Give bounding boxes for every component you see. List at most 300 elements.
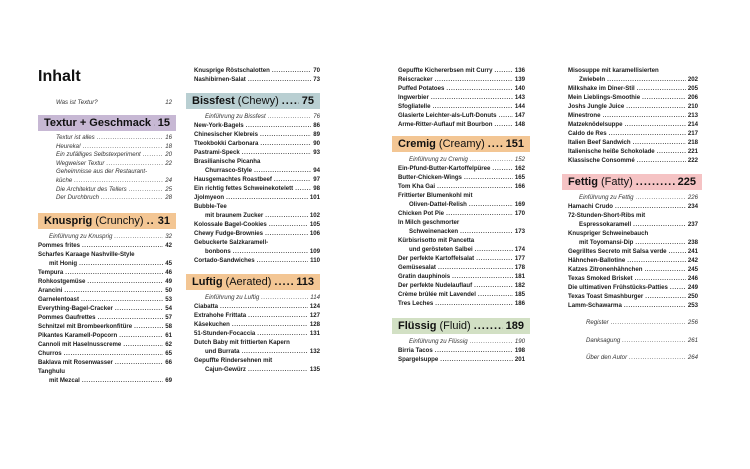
leader-dots xyxy=(115,358,163,367)
toc-entry[interactable] xyxy=(194,184,320,193)
page-number: 93 xyxy=(313,149,320,156)
toc-entry[interactable] xyxy=(38,241,172,250)
page-number: 46 xyxy=(165,268,172,276)
toc-entry[interactable] xyxy=(398,263,525,272)
entry-title: Oliven-Dattel-Relish xyxy=(409,201,467,208)
toc-entry[interactable] xyxy=(38,313,172,322)
toc-entry[interactable] xyxy=(398,281,525,290)
leader-dots xyxy=(476,254,513,263)
page-number: 205 xyxy=(687,85,698,92)
page-number: 53 xyxy=(165,295,172,303)
toc-entry[interactable] xyxy=(398,290,525,299)
entry-title: Pastrami-Speck xyxy=(194,149,240,156)
leader-dots xyxy=(65,268,163,277)
leader-dots xyxy=(446,84,512,93)
leader-dots xyxy=(624,301,686,310)
toc-entry-intro[interactable]: Einführung zu Bissfest ..... 76 xyxy=(194,112,320,121)
entry-title: und gerösteten Salbei xyxy=(409,246,473,253)
leader-dots xyxy=(83,143,163,152)
toc-entry[interactable] xyxy=(194,175,320,184)
entry-title: Schweinenacken xyxy=(409,228,459,235)
page-number: 198 xyxy=(514,347,525,354)
toc-entry[interactable] xyxy=(568,292,698,301)
page-number: 131 xyxy=(309,330,320,337)
page-number: 170 xyxy=(514,210,525,217)
toc-entry[interactable] xyxy=(398,84,525,93)
page-number: 218 xyxy=(687,139,698,146)
toc-entry[interactable] xyxy=(568,147,698,156)
page-number: 101 xyxy=(309,194,320,201)
toc-entry[interactable] xyxy=(398,218,525,227)
entry-title: Churrasco-Style xyxy=(205,167,253,174)
leader-dots xyxy=(119,331,163,340)
page-number: 97 xyxy=(313,176,320,183)
page-number: 206 xyxy=(687,94,698,101)
section-entries-bissfest xyxy=(194,121,320,265)
toc-entry[interactable] xyxy=(398,111,525,120)
section-entries-continued xyxy=(398,66,525,129)
entry-title: Cajun-Gewürz xyxy=(205,366,246,373)
toc-entry[interactable] xyxy=(568,66,698,75)
page-number: 139 xyxy=(514,76,525,83)
entry-title: mit braunem Zucker xyxy=(205,212,264,219)
leader-dots xyxy=(446,209,513,218)
page-number: 256 xyxy=(687,319,698,326)
entry-title: Scharfes Karaage Nashville-Style xyxy=(38,250,135,258)
leader-dots xyxy=(669,247,686,256)
entry-title: Pommes Gaufrettes xyxy=(38,313,96,321)
section-entries-knusprig xyxy=(38,241,172,385)
entry-title: Klassische Consommé xyxy=(568,157,635,164)
toc-entry[interactable] xyxy=(568,229,698,238)
toc-entry[interactable] xyxy=(194,256,320,265)
leader-dots xyxy=(433,102,513,111)
leader-dots xyxy=(246,121,312,130)
toc-entry[interactable] xyxy=(398,173,525,182)
entry-title: Frittierter Blumenkohl mit xyxy=(398,192,473,199)
section-header-bissfest[interactable]: Bissfest (Chewy) ..... 75 xyxy=(186,93,320,109)
page-number: 124 xyxy=(309,303,320,310)
page-number: 249 xyxy=(687,284,698,291)
leader-dots xyxy=(226,193,308,202)
entry-title: Glasierte Leichter-als-Luft-Donuts xyxy=(398,112,497,119)
toc-entry[interactable] xyxy=(194,238,320,247)
toc-entry[interactable] xyxy=(568,75,698,84)
leader-dots xyxy=(670,283,686,292)
toc-entry[interactable] xyxy=(194,356,320,365)
toc-entry[interactable] xyxy=(398,75,525,84)
entry-title: Zwiebeln xyxy=(579,76,606,83)
entry-title: Der Durchbruch xyxy=(56,194,100,202)
entry-title: Butter-Chicken-Wings xyxy=(398,174,462,181)
entry-title: Gepuffte Kichererbsen mit Curry xyxy=(398,67,493,74)
toc-entry[interactable] xyxy=(398,182,525,191)
leader-dots xyxy=(435,299,513,308)
entry-title: Italien Beef Sandwich xyxy=(568,139,631,146)
page-number: 261 xyxy=(687,336,698,344)
toc-entry[interactable] xyxy=(398,346,525,355)
toc-entry[interactable] xyxy=(568,129,698,138)
leader-dots xyxy=(272,66,311,75)
toc-entry[interactable] xyxy=(568,102,698,111)
toc-entry[interactable] xyxy=(38,358,172,367)
entry-title: Ein-Pfund-Butter-Kartoffelpüree xyxy=(398,165,491,172)
toc-entry[interactable] xyxy=(38,268,172,277)
page-number: 50 xyxy=(165,286,172,294)
page-number: 238 xyxy=(687,239,698,246)
toc-column-3 xyxy=(398,66,525,364)
leader-dots xyxy=(603,111,686,120)
entry-title: Chewy Fudge-Brownies xyxy=(194,230,264,237)
page-number: 54 xyxy=(165,304,172,312)
leader-dots xyxy=(611,319,686,328)
toc-entry[interactable] xyxy=(568,247,698,256)
entry-title: Spargelsuppe xyxy=(398,356,439,363)
leader-dots xyxy=(64,349,164,358)
toc-entry[interactable] xyxy=(38,286,172,295)
leader-dots xyxy=(269,220,308,229)
toc-entry[interactable] xyxy=(194,365,320,374)
leader-dots xyxy=(635,238,685,247)
toc-entry[interactable] xyxy=(568,337,698,346)
leader-dots xyxy=(295,184,311,193)
entry-title: Chicken Pot Pie xyxy=(398,210,445,217)
toc-entry[interactable] xyxy=(568,111,698,120)
leader-dots xyxy=(625,120,686,129)
toc-entry[interactable] xyxy=(398,66,525,75)
toc-entry[interactable] xyxy=(38,349,172,358)
toc-entry[interactable] xyxy=(398,120,525,129)
leader-dots xyxy=(452,272,513,281)
page-number: 185 xyxy=(514,291,525,298)
page-number: 213 xyxy=(687,112,698,119)
page-number: 245 xyxy=(687,266,698,273)
toc-entry[interactable] xyxy=(568,220,698,229)
toc-entry[interactable] xyxy=(38,134,172,143)
toc-entry[interactable] xyxy=(38,177,172,186)
toc-entry[interactable] xyxy=(38,250,172,259)
entry-title: Everything-Bagel-Cracker xyxy=(38,304,113,312)
page-number: 132 xyxy=(309,348,320,355)
toc-entry[interactable] xyxy=(38,160,172,169)
toc-entry[interactable] xyxy=(398,299,525,308)
toc-entry[interactable] xyxy=(194,220,320,229)
page-number: 246 xyxy=(687,275,698,282)
toc-entry[interactable] xyxy=(38,259,172,268)
toc-entry[interactable] xyxy=(38,295,172,304)
entry-title: Rohkostgemüse xyxy=(38,277,86,285)
entry-title: Caldo de Res xyxy=(568,130,607,137)
toc-entry[interactable] xyxy=(194,202,320,211)
toc-entry[interactable] xyxy=(398,200,525,209)
section-header-fettig[interactable]: Fettig (Fatty) ..... 225 xyxy=(562,174,702,190)
entry-title: Texas Smoked Brisket xyxy=(568,275,633,282)
page-number: 105 xyxy=(309,221,320,228)
toc-entry[interactable] xyxy=(194,302,320,311)
entry-title: Gepuffte Rindersehnen mit xyxy=(194,357,273,364)
toc-entry[interactable] xyxy=(38,277,172,286)
toc-entry[interactable] xyxy=(194,247,320,256)
leader-dots xyxy=(657,147,686,156)
entry-title: Pommes frites xyxy=(38,241,80,249)
toc-column-2 xyxy=(194,66,320,374)
toc-entry[interactable]: Was ist Textur? 12 xyxy=(56,99,172,106)
toc-entry[interactable] xyxy=(38,340,172,349)
toc-entry[interactable] xyxy=(568,156,698,165)
toc-entry[interactable] xyxy=(398,227,525,236)
toc-entry[interactable] xyxy=(568,283,698,292)
leader-dots xyxy=(633,138,686,147)
section-entries-textur xyxy=(38,134,172,203)
page-number: 24 xyxy=(165,176,172,184)
page-number: 69 xyxy=(165,376,172,384)
page-number: 178 xyxy=(514,264,525,271)
page-number: 65 xyxy=(165,349,172,357)
toc-entry[interactable] xyxy=(398,93,525,102)
page-number: 45 xyxy=(165,259,172,267)
page-number: 166 xyxy=(514,183,525,190)
toc-entry[interactable] xyxy=(194,148,320,157)
toc-entry-intro[interactable]: Einführung zu Flüssig ..... 190 xyxy=(398,337,525,346)
toc-entry-intro[interactable]: Einführung zu Cremig ..... 152 xyxy=(398,155,525,164)
toc-entry[interactable] xyxy=(398,102,525,111)
toc-entry[interactable] xyxy=(568,238,698,247)
entry-title: Jjolmyeon xyxy=(194,194,225,201)
toc-entry[interactable] xyxy=(38,194,172,203)
toc-entry[interactable] xyxy=(568,211,698,220)
toc-column-4 xyxy=(568,66,698,372)
toc-entry-intro[interactable]: Einführung zu Fettig ..... 226 xyxy=(568,193,698,202)
toc-entry[interactable] xyxy=(568,265,698,274)
leader-dots xyxy=(74,177,163,186)
toc-entry[interactable] xyxy=(194,329,320,338)
section-entries-back-matter xyxy=(568,319,698,372)
toc-entry[interactable] xyxy=(38,367,172,376)
toc-entry-intro[interactable]: Einführung zu Knusprig ..... 32 xyxy=(38,232,172,241)
entry-title: Katzes Zitronenhähnchen xyxy=(568,266,643,273)
toc-entry[interactable] xyxy=(38,322,172,331)
toc-entry[interactable] xyxy=(568,202,698,211)
entry-title: Ciabatta xyxy=(194,303,219,310)
leader-dots xyxy=(260,130,311,139)
toc-entry[interactable] xyxy=(398,254,525,263)
leader-dots xyxy=(242,148,311,157)
page-number: 25 xyxy=(165,185,172,193)
entry-title: Danksagung xyxy=(586,336,621,344)
page-number: 73 xyxy=(313,76,320,83)
toc-entry[interactable] xyxy=(194,320,320,329)
toc-entry[interactable] xyxy=(568,120,698,129)
page-number: 210 xyxy=(687,103,698,110)
entry-title: Wegweiser Textur xyxy=(56,159,105,167)
entry-title: Garnelentoast xyxy=(38,295,79,303)
leader-dots xyxy=(274,175,311,184)
toc-entry[interactable] xyxy=(194,347,320,356)
toc-entry[interactable] xyxy=(398,272,525,281)
leader-dots xyxy=(438,263,513,272)
entry-title: In Milch geschmorter xyxy=(398,219,460,226)
section-header-knusprig[interactable]: Knusprig (Crunchy) ..... 31 xyxy=(38,213,176,229)
entry-title: Tom Kha Gai xyxy=(398,183,436,190)
entry-title: 72-Stunden-Short-Ribs mit xyxy=(568,212,646,219)
page-number: 162 xyxy=(514,165,525,172)
page-number: 147 xyxy=(514,112,525,119)
toc-entry[interactable] xyxy=(398,164,525,173)
toc-entry[interactable] xyxy=(398,191,525,200)
entry-title: Reiscracker xyxy=(398,76,433,83)
leader-dots xyxy=(615,202,686,211)
entry-title: Pikantes Karamell-Popcorn xyxy=(38,331,118,339)
toc-entry[interactable] xyxy=(398,245,525,254)
entry-title: Nashibirnen-Salat xyxy=(194,76,246,83)
toc-entry[interactable] xyxy=(38,151,172,160)
entry-title: Minestrone xyxy=(568,112,601,119)
leader-dots xyxy=(633,220,686,229)
toc-entry[interactable] xyxy=(568,354,698,363)
entry-title: Register xyxy=(586,319,609,326)
toc-entry[interactable] xyxy=(38,186,172,195)
entry-title: Joshs Jungle Juice xyxy=(568,103,625,110)
toc-entry[interactable] xyxy=(568,274,698,283)
leader-dots xyxy=(629,354,686,363)
leader-dots xyxy=(475,245,513,254)
entry-title: mit Mezcal xyxy=(49,376,80,384)
entry-title: Knusprige Röstschalotten xyxy=(194,67,270,74)
entry-title: Lamm-Schawarma xyxy=(568,302,622,309)
section-header-luftig[interactable]: Luftig (Aerated) ..... 113 xyxy=(186,274,320,290)
leader-dots xyxy=(469,200,513,209)
entry-title: bonbons xyxy=(205,248,231,255)
leader-dots xyxy=(622,337,686,346)
leader-dots xyxy=(637,84,686,93)
entry-title: mit Toyomansi-Dip xyxy=(579,239,634,246)
entry-title: Matzeknödelsuppe xyxy=(568,121,623,128)
entry-title: Tteokbokki Carbonara xyxy=(194,140,259,147)
page-number: 165 xyxy=(514,174,525,181)
leader-dots xyxy=(265,211,308,220)
toc-entry[interactable] xyxy=(194,66,320,75)
leader-dots xyxy=(106,160,163,169)
toc-entry-intro[interactable]: Einführung zu Luftig ..... 114 xyxy=(194,293,320,302)
page-number: 186 xyxy=(514,300,525,307)
page-number: 89 xyxy=(313,131,320,138)
entry-title: Milkshake im Diner-Stil xyxy=(568,85,635,92)
entry-title: 51-Stunden-Focaccia xyxy=(194,330,256,337)
toc-entry[interactable] xyxy=(38,168,172,177)
toc-entry[interactable] xyxy=(194,311,320,320)
leader-dots xyxy=(129,186,164,195)
leader-dots xyxy=(499,111,513,120)
entry-title: Gegrilltes Secreto mit Salsa verde xyxy=(568,248,667,255)
page-number: 57 xyxy=(165,313,172,321)
page-number: 250 xyxy=(687,293,698,300)
toc-entry[interactable] xyxy=(568,319,698,328)
toc-entry[interactable] xyxy=(568,93,698,102)
toc-entry[interactable] xyxy=(194,130,320,139)
entry-title: Puffed Potatoes xyxy=(398,85,445,92)
toc-entry[interactable] xyxy=(38,376,172,385)
entry-title: Churros xyxy=(38,349,62,357)
page-number: 177 xyxy=(514,255,525,262)
toc-entry[interactable] xyxy=(194,338,320,347)
leader-dots xyxy=(64,286,163,295)
page-number: 140 xyxy=(514,85,525,92)
entry-title: Cortado-Sandwiches xyxy=(194,257,255,264)
toc-entry[interactable] xyxy=(194,193,320,202)
entry-title: Kürbisrisotto mit Pancetta xyxy=(398,237,475,244)
leader-dots xyxy=(134,322,163,331)
entry-title: küche xyxy=(56,176,73,184)
page-number: 86 xyxy=(313,122,320,129)
page-number: 28 xyxy=(165,194,172,202)
leader-dots xyxy=(233,247,308,256)
toc-entry[interactable] xyxy=(194,75,320,84)
entry-title: Gemüsesalat xyxy=(398,264,436,271)
toc-entry[interactable] xyxy=(38,143,172,152)
leader-dots xyxy=(637,156,686,165)
page-number: 22 xyxy=(165,159,172,167)
leader-dots xyxy=(82,241,163,250)
page-number: 128 xyxy=(309,321,320,328)
leader-dots xyxy=(627,256,686,265)
toc-entry[interactable] xyxy=(398,209,525,218)
toc-entry[interactable] xyxy=(398,355,525,364)
leader-dots xyxy=(248,365,308,374)
entry-title: Ein richtig fettes Schweinekotelett xyxy=(194,185,294,192)
toc-entry[interactable] xyxy=(194,157,320,166)
page-number: 237 xyxy=(687,221,698,228)
toc-entry[interactable] xyxy=(194,166,320,175)
toc-entry[interactable] xyxy=(568,301,698,310)
entry-title: Texas Toast Smashburger xyxy=(568,293,644,300)
page-number: 169 xyxy=(514,201,525,208)
entry-title: Tanghulu xyxy=(38,367,65,375)
toc-entry[interactable] xyxy=(194,121,320,130)
leader-dots xyxy=(242,347,308,356)
page-number: 136 xyxy=(514,67,525,74)
leader-dots xyxy=(645,265,686,274)
section-header-fluessig[interactable]: Flüssig (Fluid) ..... 189 xyxy=(392,318,530,334)
leader-dots xyxy=(232,320,308,329)
toc-entry[interactable] xyxy=(568,84,698,93)
leader-dots xyxy=(478,290,513,299)
section-entries-continued xyxy=(568,66,698,165)
toc-entry[interactable] xyxy=(194,229,320,238)
page-number: 221 xyxy=(687,148,698,155)
toc-entry[interactable] xyxy=(38,304,172,313)
leader-dots xyxy=(257,256,309,265)
page-number: 49 xyxy=(165,277,172,285)
entry-title: Geheimnisse aus der Restaurant- xyxy=(56,168,148,176)
leader-dots xyxy=(460,227,513,236)
entry-title: New-York-Bagels xyxy=(194,122,244,129)
page-number: 66 xyxy=(165,358,172,366)
toc-entry[interactable] xyxy=(38,331,172,340)
toc-entry[interactable] xyxy=(194,211,320,220)
toc-entry[interactable] xyxy=(398,236,525,245)
leader-dots xyxy=(143,151,164,160)
page-number: 109 xyxy=(309,248,320,255)
leader-dots xyxy=(609,129,686,138)
toc-entry[interactable] xyxy=(568,138,698,147)
entry-title: Tempura xyxy=(38,268,64,276)
section-header-cremig[interactable]: Cremig (Creamy) ..... 151 xyxy=(392,136,530,152)
section-header-textur[interactable]: Textur + Geschmack ..... 15 xyxy=(38,115,176,131)
page-number: 174 xyxy=(514,246,525,253)
toc-entry[interactable] xyxy=(194,139,320,148)
page-number: 70 xyxy=(313,67,320,74)
toc-entry[interactable] xyxy=(568,256,698,265)
